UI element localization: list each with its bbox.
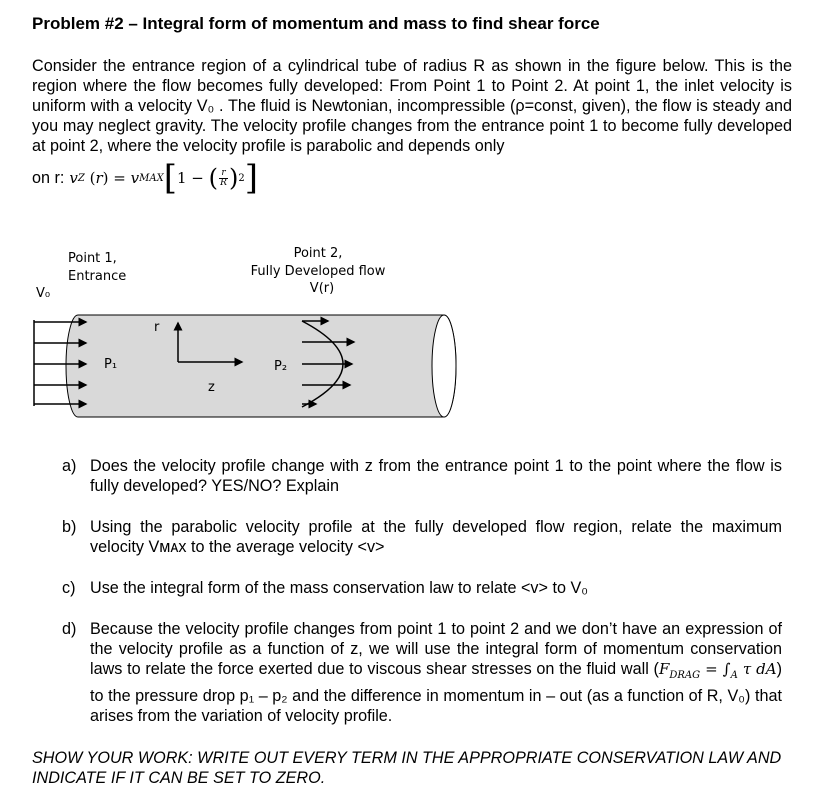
- problem-title: Problem #2 – Integral form of momentum and mass to find shear force: [32, 14, 600, 33]
- r-axis-label: r: [154, 320, 160, 335]
- p2-label: P₂: [274, 359, 288, 374]
- tube-shape: [66, 315, 456, 417]
- question-a-label: a): [62, 457, 77, 475]
- question-b-text: Using the parabolic velocity profile at the fully developed flow region, relate the maximum velocity Vᴍᴀx to the average velocity <v>: [90, 518, 782, 556]
- velocity-profile-equation: v Z ( r ) = v MAX [ 1 − ( $\frac{r}{R}$ ) 2 ]: [69, 158, 259, 198]
- drag-force-formula: $F_{DRAG} = \int_A$ τ dA: [658, 660, 777, 681]
- point1-label-line2: Entrance: [68, 269, 127, 284]
- equation-prefix: on r:: [32, 168, 65, 187]
- footer-instruction: SHOW YOUR WORK: WRITE OUT EVERY TERM IN THE APPROPRIATE CONSERVATION LAW AND INDICATE IF IT CAN BE SET TO ZERO.: [32, 749, 782, 787]
- v0-label: V₀: [36, 286, 51, 301]
- question-c-text: Use the integral form of the mass conservation law to relate <v> to V₀: [90, 579, 588, 597]
- point2-label-line3: V(r): [309, 281, 335, 296]
- entrance-region-figure: [0, 236, 500, 426]
- question-c-label: c): [62, 579, 76, 597]
- p1-label: P₁: [104, 357, 118, 372]
- question-d-text-part2: ) to the pressure drop p₁ – p₂ and the difference in momentum in – out (as a function of R, V₀) that arises from the variation of velocity profile.: [90, 660, 783, 725]
- question-d-text-part1: Because the velocity profile changes from point 1 to point 2 and we don’t have an expression of the velocity profile as a function of z, we will use the integral form of momentum conservation laws to relate the force exerted due to viscous shear stresses on the fluid wall (: [90, 620, 782, 678]
- z-axis-label: z: [208, 380, 215, 395]
- question-d-body: [90, 619, 782, 726]
- question-a: [62, 456, 782, 496]
- problem-intro: Consider the entrance region of a cylindrical tube of radius R as shown in the figure below. This is the region where the flow becomes fully developed: From Point 1 to Point 2. At point 1, the inlet velocity is uniform with a velocity V₀ . The fluid is Newtonian, incompressible (ρ=const, given), the flow is steady and you may neglect gravity. The velocity profile changes from the entrance point 1 to become fully developed at point 2, where the velocity profile is parabolic and depends only: [32, 57, 792, 155]
- point2-label-line2: Fully Developed flow: [250, 264, 386, 279]
- point2-label-line1: Point 2,: [293, 246, 343, 261]
- question-b: [62, 517, 782, 557]
- point1-label-line1: Point 1,: [68, 251, 117, 266]
- question-c: [62, 578, 782, 598]
- question-b-label: b): [62, 518, 77, 536]
- velocity-equation-line: [32, 158, 259, 198]
- question-d-label: d): [62, 620, 77, 638]
- question-d: [62, 619, 782, 726]
- question-a-text: Does the velocity profile change with z from the entrance point 1 to the point where the flow is fully developed? YES/NO? Explain: [90, 457, 782, 495]
